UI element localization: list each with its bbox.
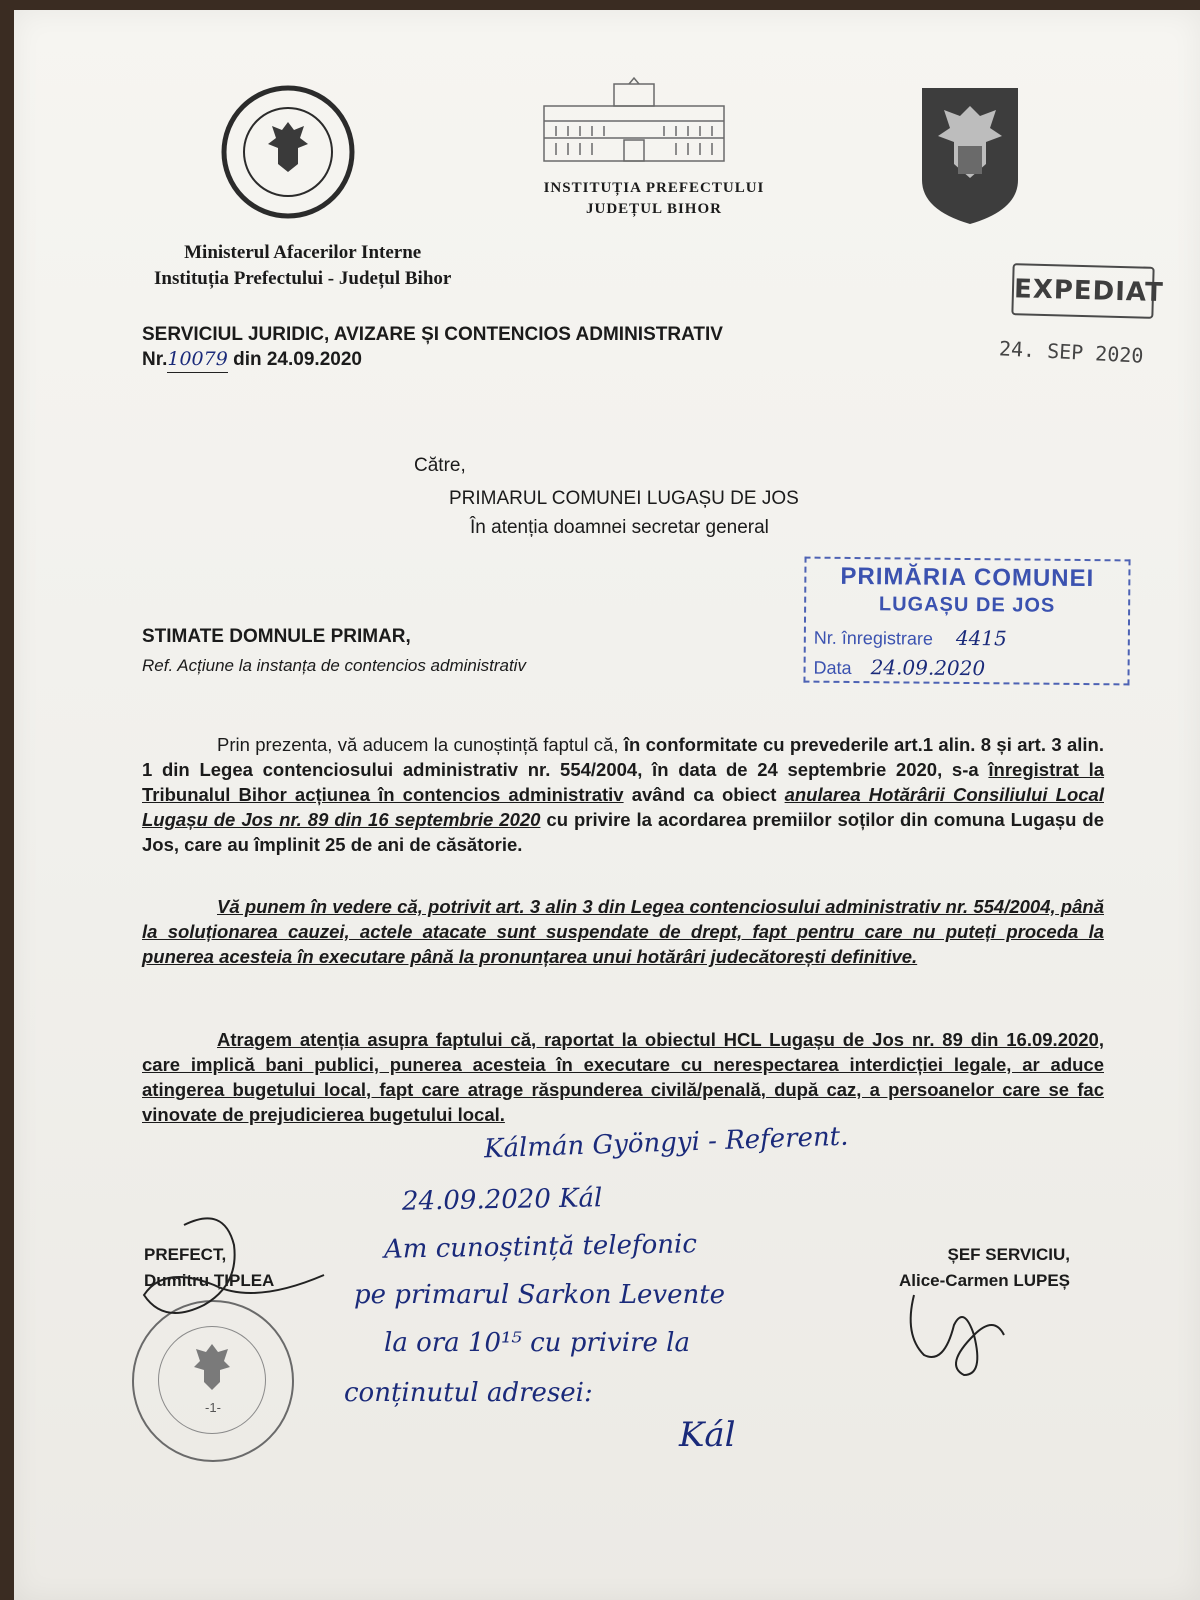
expediat-stamp: EXPEDIAT — [1011, 263, 1154, 319]
recipient-line1: PRIMARUL COMUNEI LUGAȘU DE JOS — [449, 488, 799, 509]
nr-value: 10079 — [167, 347, 227, 373]
document-date: din 24.09.2020 — [233, 349, 362, 370]
prefecture-building-icon — [534, 76, 734, 166]
government-emblem-icon — [220, 84, 356, 220]
handwritten-line-4: pe primarul Sarkon Levente — [354, 1280, 726, 1310]
handwritten-line-7: Kál — [679, 1415, 736, 1455]
p1-details: cu privire la acordarea premiilor soților din comuna Lugașu de Jos, care au împlinit 25 de ani de căsătorie. — [142, 809, 1104, 855]
document-reference — [142, 322, 723, 373]
prefect-title: PREFECT, — [144, 1245, 227, 1264]
ministry-line1: Ministerul Afacerilor Interne — [184, 242, 422, 263]
seal-number: -1- — [205, 1400, 221, 1415]
registry-nr-value: 4415 — [955, 625, 1007, 651]
institution-line1: INSTITUȚIA PREFECTULUI — [543, 180, 765, 196]
prefect-signature-icon — [124, 1205, 344, 1365]
p1-legal-basis: în conformitate cu prevederile art.1 alin. 8 și art. 3 alin. 1 din Legea contenciosului administrativ nr. 554/2004, în data de 24 septembrie 2020, s-a — [142, 734, 1104, 780]
handwritten-line-6: conținutul adresei: — [344, 1378, 593, 1408]
handwritten-line-3: Am cunoștință telefonic — [383, 1229, 698, 1265]
registry-date-label: Data — [813, 657, 852, 678]
head-name: Alice-Carmen LUPEȘ — [899, 1271, 1070, 1290]
salutation: STIMATE DOMNULE PRIMAR, — [142, 626, 411, 647]
ministry-block — [154, 240, 451, 292]
recipient-line2: În atenția doamnei secretar general — [470, 517, 769, 538]
prefect-name: Dumitru ȚIPLEA — [144, 1271, 275, 1290]
handwritten-line-1: Kálmán Gyöngyi - Referent. — [483, 1121, 849, 1165]
institution-header — [504, 178, 804, 220]
p1-registration: înregistrat la Tribunalul Bihor acțiunea în contencios administrativ — [142, 759, 1105, 805]
service-name: SERVICIUL JURIDIC, AVIZARE ȘI CONTENCIOS ADMINISTRATIV — [142, 324, 723, 345]
p2-part1: Vă punem în vedere că, potrivit art. 3 alin 3 din Legea contenciosului administrativ nr. 554/2004, — [217, 896, 1056, 917]
paragraph-3: Atragem atenția asupra faptului că, raportat la obiectul HCL Lugașu de Jos nr. 89 din 16.09.2020, care implică bani publici, punerea acesteia în executare cu nerespectarea interdicției legale, ar aduce atingerea bugetului local, fapt care atrage răspunderea civilă/penală, după caz, a persoanelor care se fac vinovate de prejudicierea bugetului local. — [142, 1029, 1104, 1125]
registry-nr-label: Nr. înregistrare — [813, 627, 933, 649]
p1-object-label: având ca obiect — [623, 784, 785, 805]
coat-of-arms-icon — [918, 84, 1022, 226]
document-page — [14, 10, 1200, 1600]
registry-stamp — [803, 557, 1130, 686]
registry-line1: PRIMĂRIA COMUNEI — [840, 562, 1095, 593]
expediat-date: 24. SEP 2020 — [998, 336, 1145, 368]
ministry-line2: Instituția Prefectului - Județul Bihor — [154, 268, 452, 289]
p1-object: anularea Hotărârii Consiliului Local Lugașu de Jos nr. 89 din 16 septembrie 2020 — [142, 784, 1104, 830]
p2-part2: până la soluționarea cauzei, actele atacate sunt suspendate de drept, fapt pentru care nu puteți proceda la punerea acesteia în executare până la pronunțarea unui hotărâri judecătorești definitive. — [142, 896, 1104, 967]
registry-line2: LUGAȘU DE JOS — [878, 593, 1056, 617]
registry-date-value: 24.09.2020 — [870, 655, 986, 681]
handwritten-line-2: 24.09.2020 Kál — [401, 1183, 603, 1217]
institution-line2: JUDEȚUL BIHOR — [586, 201, 722, 217]
head-signature-icon — [894, 1275, 1014, 1395]
document-number-line — [142, 347, 723, 373]
head-title: ȘEF SERVICIU, — [947, 1245, 1070, 1264]
paragraph-2 — [142, 894, 1104, 969]
registry-date-row — [813, 655, 985, 680]
handwritten-line-5: la ora 10¹⁵ cu privire la — [384, 1328, 690, 1358]
registry-number-row — [814, 625, 1007, 651]
paragraph-1 — [142, 732, 1104, 857]
reference-line: Ref. Acțiune la instanța de contencios administrativ — [142, 656, 526, 675]
nr-label: Nr. — [142, 349, 168, 370]
p1-intro: Prin prezenta, vă aducem la cunoștință faptul că, — [217, 734, 624, 755]
recipient-to: Către, — [414, 455, 466, 476]
